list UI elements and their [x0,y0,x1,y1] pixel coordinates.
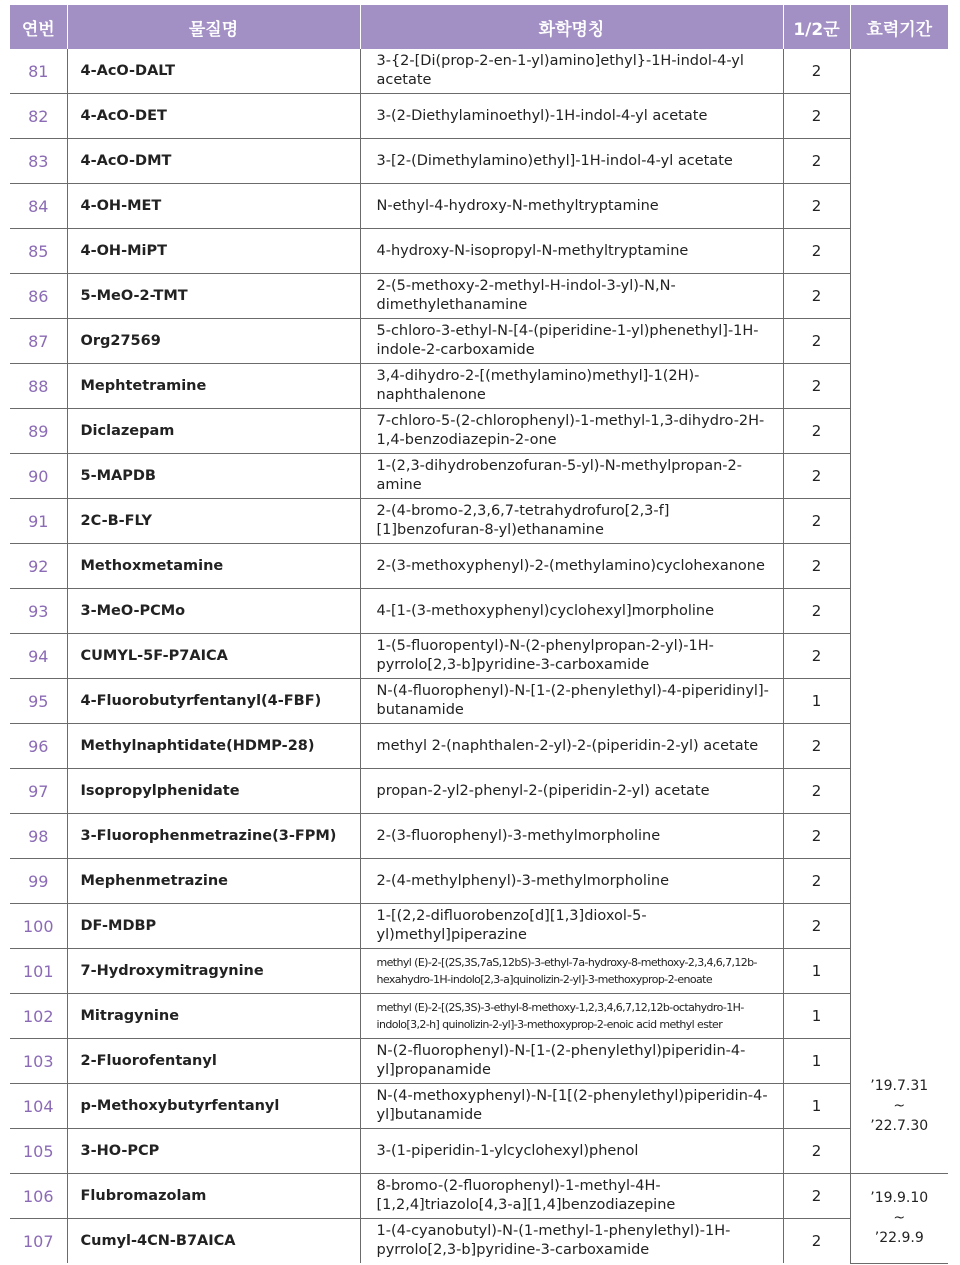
effective-period [850,1039,948,1174]
period-to: ’22.7.30 [870,1117,929,1134]
chemical-name: 4-hydroxy-N-isopropyl-N-methyltryptamine [360,229,783,274]
chemical-name: 3,4-dihydro-2-[(methylamino)methyl]-1(2H)-naphthalenone [360,364,783,409]
substance-name: 3-HO-PCP [67,1129,360,1174]
group-class: 2 [783,229,850,274]
header-serial: 연번 [10,5,67,49]
chemical-name: 2-(5-methoxy-2-methyl-H-indol-3-yl)-N,N-dimethylethanamine [360,274,783,319]
substance-name: Methylnaphtidate(HDMP-28) [67,724,360,769]
chemical-name: 1-(4-cyanobutyl)-N-(1-methyl-1-phenylethyl)-1H-pyrrolo[2,3-b]pyridine-3-carboxamide [360,1219,783,1264]
row-number: 102 [10,994,67,1039]
table-row [10,724,948,769]
table-row [10,814,948,859]
table-row [10,1129,948,1174]
header-substance-name: 물질명 [67,5,360,49]
substance-name: 4-AcO-DALT [67,49,360,94]
substance-name: Flubromazolam [67,1174,360,1219]
substance-name: 5-MeO-2-TMT [67,274,360,319]
table-row [10,364,948,409]
row-number: 103 [10,1039,67,1084]
row-number: 97 [10,769,67,814]
chemical-name: N-(2-fluorophenyl)-N-[1-(2-phenylethyl)piperidin-4-yl]propanamide [360,1039,783,1084]
header-group: 1/2군 [783,5,850,49]
row-number: 89 [10,409,67,454]
substance-name: 7-Hydroxymitragynine [67,949,360,994]
table-row [10,544,948,589]
period-to: ’22.9.9 [874,1230,924,1247]
group-class: 2 [783,814,850,859]
row-number: 83 [10,139,67,184]
effective-period [850,49,948,1039]
group-class: 2 [783,1129,850,1174]
row-number: 88 [10,364,67,409]
group-class: 2 [783,454,850,499]
row-number: 93 [10,589,67,634]
chemical-name: 1-(5-fluoropentyl)-N-(2-phenylpropan-2-yl)-1H-pyrrolo[2,3-b]pyridine-3-carboxamide [360,634,783,679]
group-class: 2 [783,139,850,184]
group-class: 2 [783,904,850,949]
table-row [10,679,948,724]
substance-name: Isopropylphenidate [67,769,360,814]
chemical-name: methyl (E)-2-[(2S,3S,7aS,12bS)-3-ethyl-7a-hydroxy-8-methoxy-2,3,4,6,7,12b-hexahydro-1H-indolo[2,3-a]quinolizin-2-yl]-3-methoxyprop-2-enoate [360,949,783,994]
header-effective-period: 효력기간 [850,5,948,49]
table-row [10,1039,948,1084]
effective-period [850,1174,948,1264]
table-row [10,454,948,499]
row-number: 94 [10,634,67,679]
table-row [10,769,948,814]
substance-name: 3-MeO-PCMo [67,589,360,634]
substance-name: 4-Fluorobutyrfentanyl(4-FBF) [67,679,360,724]
group-class: 2 [783,319,850,364]
group-class: 1 [783,679,850,724]
row-number: 91 [10,499,67,544]
group-class: 2 [783,1174,850,1219]
group-class: 1 [783,994,850,1039]
chemical-name: 2-(4-bromo-2,3,6,7-tetrahydrofuro[2,3-f][1]benzofuran-8-yl)ethanamine [360,499,783,544]
row-number: 98 [10,814,67,859]
substance-name: 2-Fluorofentanyl [67,1039,360,1084]
row-number: 85 [10,229,67,274]
group-class: 2 [783,589,850,634]
period-sep: ~ [893,1210,906,1227]
group-class: 2 [783,94,850,139]
group-class: 2 [783,364,850,409]
row-number: 105 [10,1129,67,1174]
group-class: 1 [783,949,850,994]
substance-name: Org27569 [67,319,360,364]
table-row [10,904,948,949]
header-chemical-name: 화학명칭 [360,5,783,49]
table-row [10,1174,948,1219]
substance-table [10,5,948,1264]
chemical-name: 3-[2-(Dimethylamino)ethyl]-1H-indol-4-yl acetate [360,139,783,184]
period-from: ’19.7.31 [870,1077,929,1094]
table-row [10,634,948,679]
chemical-name: 8-bromo-(2-fluorophenyl)-1-methyl-4H-[1,2,4]triazolo[4,3-a][1,4]benzodiazepine [360,1174,783,1219]
substance-name: Mephtetramine [67,364,360,409]
row-number: 106 [10,1174,67,1219]
group-class: 2 [783,634,850,679]
table-header-row [10,5,948,49]
row-number: 86 [10,274,67,319]
substance-name: Mitragynine [67,994,360,1039]
table-row [10,49,948,94]
substance-name: 4-OH-MiPT [67,229,360,274]
substance-name: Methoxmetamine [67,544,360,589]
row-number: 87 [10,319,67,364]
substance-name: DF-MDBP [67,904,360,949]
substance-name: p-Methoxybutyrfentanyl [67,1084,360,1129]
period-from: ’19.9.10 [870,1190,929,1207]
row-number: 96 [10,724,67,769]
group-class: 2 [783,274,850,319]
row-number: 81 [10,49,67,94]
row-number: 90 [10,454,67,499]
row-number: 100 [10,904,67,949]
group-class: 2 [783,1219,850,1264]
group-class: 1 [783,1039,850,1084]
substance-name: 4-OH-MET [67,184,360,229]
chemical-name: 7-chloro-5-(2-chlorophenyl)-1-methyl-1,3-dihydro-2H-1,4-benzodiazepin-2-one [360,409,783,454]
group-class: 2 [783,49,850,94]
chemical-name: N-(4-methoxyphenyl)-N-[1[(2-phenylethyl)piperidin-4-yl]butanamide [360,1084,783,1129]
group-class: 2 [783,769,850,814]
table-row [10,949,948,994]
table-row [10,139,948,184]
substance-name: CUMYL-5F-P7AICA [67,634,360,679]
table-row [10,229,948,274]
row-number: 95 [10,679,67,724]
group-class: 1 [783,1084,850,1129]
chemical-name: 3-{2-[Di(prop-2-en-1-yl)amino]ethyl}-1H-indol-4-yl acetate [360,49,783,94]
table-row [10,184,948,229]
chemical-name: methyl 2-(naphthalen-2-yl)-2-(piperidin-2-yl) acetate [360,724,783,769]
group-class: 2 [783,184,850,229]
substance-name: 2C-B-FLY [67,499,360,544]
period-sep: ~ [893,1097,906,1114]
chemical-name: methyl (E)-2-[(2S,3S)-3-ethyl-8-methoxy-1,2,3,4,6,7,12,12b-octahydro-1H-indolo[3,2-h] quinolizin-2-yl]-3-methoxyprop-2-enoic acid methyl ester [360,994,783,1039]
row-number: 84 [10,184,67,229]
table-row [10,1219,948,1264]
group-class: 2 [783,724,850,769]
table-row [10,319,948,364]
chemical-name: 2-(3-methoxyphenyl)-2-(methylamino)cyclohexanone [360,544,783,589]
chemical-name: 2-(4-methylphenyl)-3-methylmorpholine [360,859,783,904]
chemical-name: 1-[(2,2-difluorobenzo[d][1,3]dioxol-5-yl)methyl]piperazine [360,904,783,949]
chemical-name: 1-(2,3-dihydrobenzofuran-5-yl)-N-methylpropan-2-amine [360,454,783,499]
substance-name: 3-Fluorophenmetrazine(3-FPM) [67,814,360,859]
row-number: 99 [10,859,67,904]
chemical-name: N-ethyl-4-hydroxy-N-methyltryptamine [360,184,783,229]
chemical-name: 3-(2-Diethylaminoethyl)-1H-indol-4-yl acetate [360,94,783,139]
row-number: 107 [22,1231,54,1251]
substance-name: 4-AcO-DMT [67,139,360,184]
row-number: 101 [10,949,67,994]
chemical-name: 4-[1-(3-methoxyphenyl)cyclohexyl]morpholine [360,589,783,634]
row-number: 92 [10,544,67,589]
row-number: 104 [10,1084,67,1129]
chemical-name: propan-2-yl2-phenyl-2-(piperidin-2-yl) acetate [360,769,783,814]
group-class: 2 [783,859,850,904]
group-class: 2 [783,409,850,454]
group-class: 2 [783,499,850,544]
table-row [10,499,948,544]
row-number: 82 [10,94,67,139]
table-row [10,274,948,319]
chemical-name: 3-(1-piperidin-1-ylcyclohexyl)phenol [360,1129,783,1174]
chemical-name: N-(4-fluorophenyl)-N-[1-(2-phenylethyl)-4-piperidinyl]-butanamide [360,679,783,724]
chemical-name: 2-(3-fluorophenyl)-3-methylmorpholine [360,814,783,859]
substance-name: Mephenmetrazine [67,859,360,904]
substance-name: 5-MAPDB [67,454,360,499]
chemical-name: 5-chloro-3-ethyl-N-[4-(piperidine-1-yl)phenethyl]-1H-indole-2-carboxamide [360,319,783,364]
table-row [10,409,948,454]
table-row [10,94,948,139]
substance-name: Diclazepam [67,409,360,454]
table-row [10,589,948,634]
group-class: 2 [783,544,850,589]
substance-name: 4-AcO-DET [67,94,360,139]
table-row [10,994,948,1039]
table-row [10,859,948,904]
substance-name: Cumyl-4CN-B7AICA [67,1219,360,1264]
table-row [10,1084,948,1129]
